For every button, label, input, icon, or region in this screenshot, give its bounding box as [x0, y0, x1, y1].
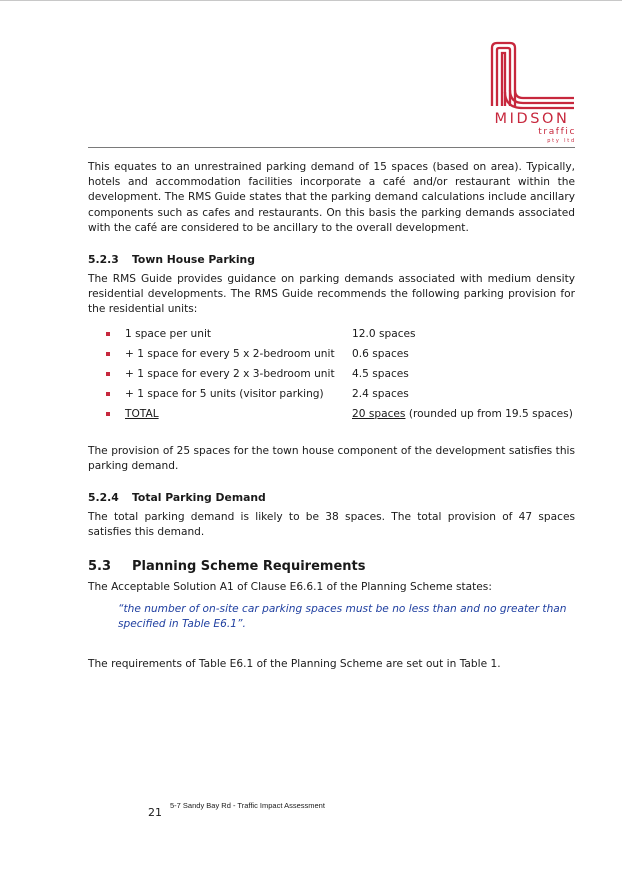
bullet-icon [106, 392, 110, 396]
total-label: TOTAL [125, 407, 159, 420]
table-reference-paragraph: The requirements of Table E6.1 of the Planning Scheme are set out in Table 1. [88, 658, 501, 671]
item-value: 12.0 spaces [352, 327, 416, 340]
list-item [88, 344, 575, 364]
planning-scheme-quote: “the number of on-site car parking spaces must be no less than and no greater than specified in Table E6.1”. [118, 602, 567, 630]
item-label: + 1 space for 5 units (visitor parking) [125, 387, 324, 400]
total-note: (rounded up from 19.5 spaces) [405, 407, 573, 420]
page-number: 21 [148, 806, 162, 819]
bullet-icon [106, 332, 110, 336]
bullet-icon [106, 412, 110, 416]
item-value: 2.4 spaces [352, 387, 409, 400]
list-item [88, 384, 575, 404]
bullet-icon [106, 372, 110, 376]
section-5-2-3-heading [88, 252, 575, 267]
total-demand-paragraph: The total parking demand is likely to be 38 spaces. The total provision of 47 spaces satisfies this demand. [88, 511, 575, 539]
parking-provision-list [88, 324, 575, 424]
footer-title: 5-7 Sandy Bay Rd - Traffic Impact Assessment [170, 801, 325, 810]
document-body [88, 160, 575, 672]
planning-scheme-paragraph: The Acceptable Solution A1 of Clause E6.6.1 of the Planning Scheme states: [88, 581, 492, 594]
intro-paragraph: This equates to an unrestrained parking demand of 15 spaces (based on area). Typically, hotels and accommodation facilities incorporate a café and/or restaurant within the development. The RMS Guide states that the parking demand calculations include ancillary components such as cafes and restaurants. On this basis the parking demands associated with the café are considered to be ancillary to the overall development. [88, 161, 575, 234]
section-title: Total Parking Demand [132, 491, 266, 505]
item-label: 1 space per unit [125, 327, 212, 340]
top-rule [0, 0, 622, 1]
bullet-icon [106, 352, 110, 356]
total-value: 20 spaces [352, 407, 406, 420]
list-item-total [88, 404, 575, 424]
section-5-2-4-heading [88, 490, 575, 505]
section-number: 5.2.3 [88, 253, 119, 267]
item-value: 0.6 spaces [352, 347, 409, 360]
header-rule [88, 147, 575, 148]
list-item [88, 324, 575, 344]
brand-sub: traffic [538, 127, 576, 137]
section-title: Town House Parking [132, 253, 255, 267]
item-value: 4.5 spaces [352, 367, 409, 380]
section-number: 5.2.4 [88, 491, 119, 505]
item-label: + 1 space for every 5 x 2-bedroom unit [125, 347, 335, 360]
brand-name: MIDSON [494, 111, 570, 127]
section-5-3-heading [88, 558, 575, 575]
town-house-paragraph: The RMS Guide provides guidance on parking demands associated with medium density residential developments. The RMS Guide recommends the following parking provision for the residential units: [88, 273, 575, 316]
brand-sub2: pty ltd [547, 138, 576, 144]
section-title: Planning Scheme Requirements [132, 559, 366, 575]
item-label: + 1 space for every 2 x 3-bedroom unit [125, 367, 335, 380]
section-number: 5.3 [88, 559, 112, 575]
total-value-wrap [352, 404, 573, 424]
town-house-conclusion: The provision of 25 spaces for the town house component of the development satisfies this parking demand. [88, 444, 575, 472]
list-item [88, 364, 575, 384]
